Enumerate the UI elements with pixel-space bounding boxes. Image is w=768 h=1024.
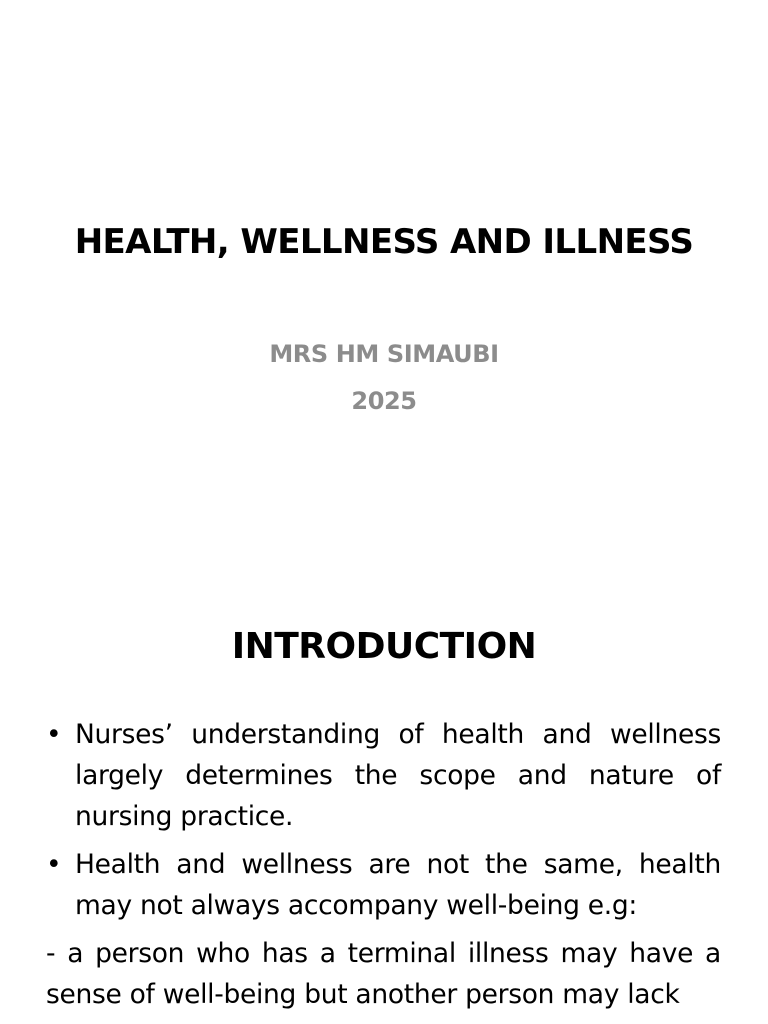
bullet-item [46,714,721,837]
body-paragraph: - a person who has a terminal illness may have a sense of well-being but another person may lack [46,938,721,1010]
slide-body [46,714,721,1015]
bullet-item [46,844,721,926]
presentation-year: 2025 [351,387,417,415]
bullet-icon: • [46,849,62,880]
presenter-name: MRS HM SIMAUBI [269,340,499,368]
bullet-icon: • [46,719,62,750]
slide-title: INTRODUCTION [231,626,537,667]
bullet-text: Nurses’ understanding of health and wellness largely determines the scope and nature of nursing practice. [75,719,721,832]
bullet-text: Health and wellness are not the same, health may not always accompany well-being e.g: [75,849,721,921]
presentation-title: HEALTH, WELLNESS AND ILLNESS [74,222,694,262]
introduction-slide [0,576,768,1024]
